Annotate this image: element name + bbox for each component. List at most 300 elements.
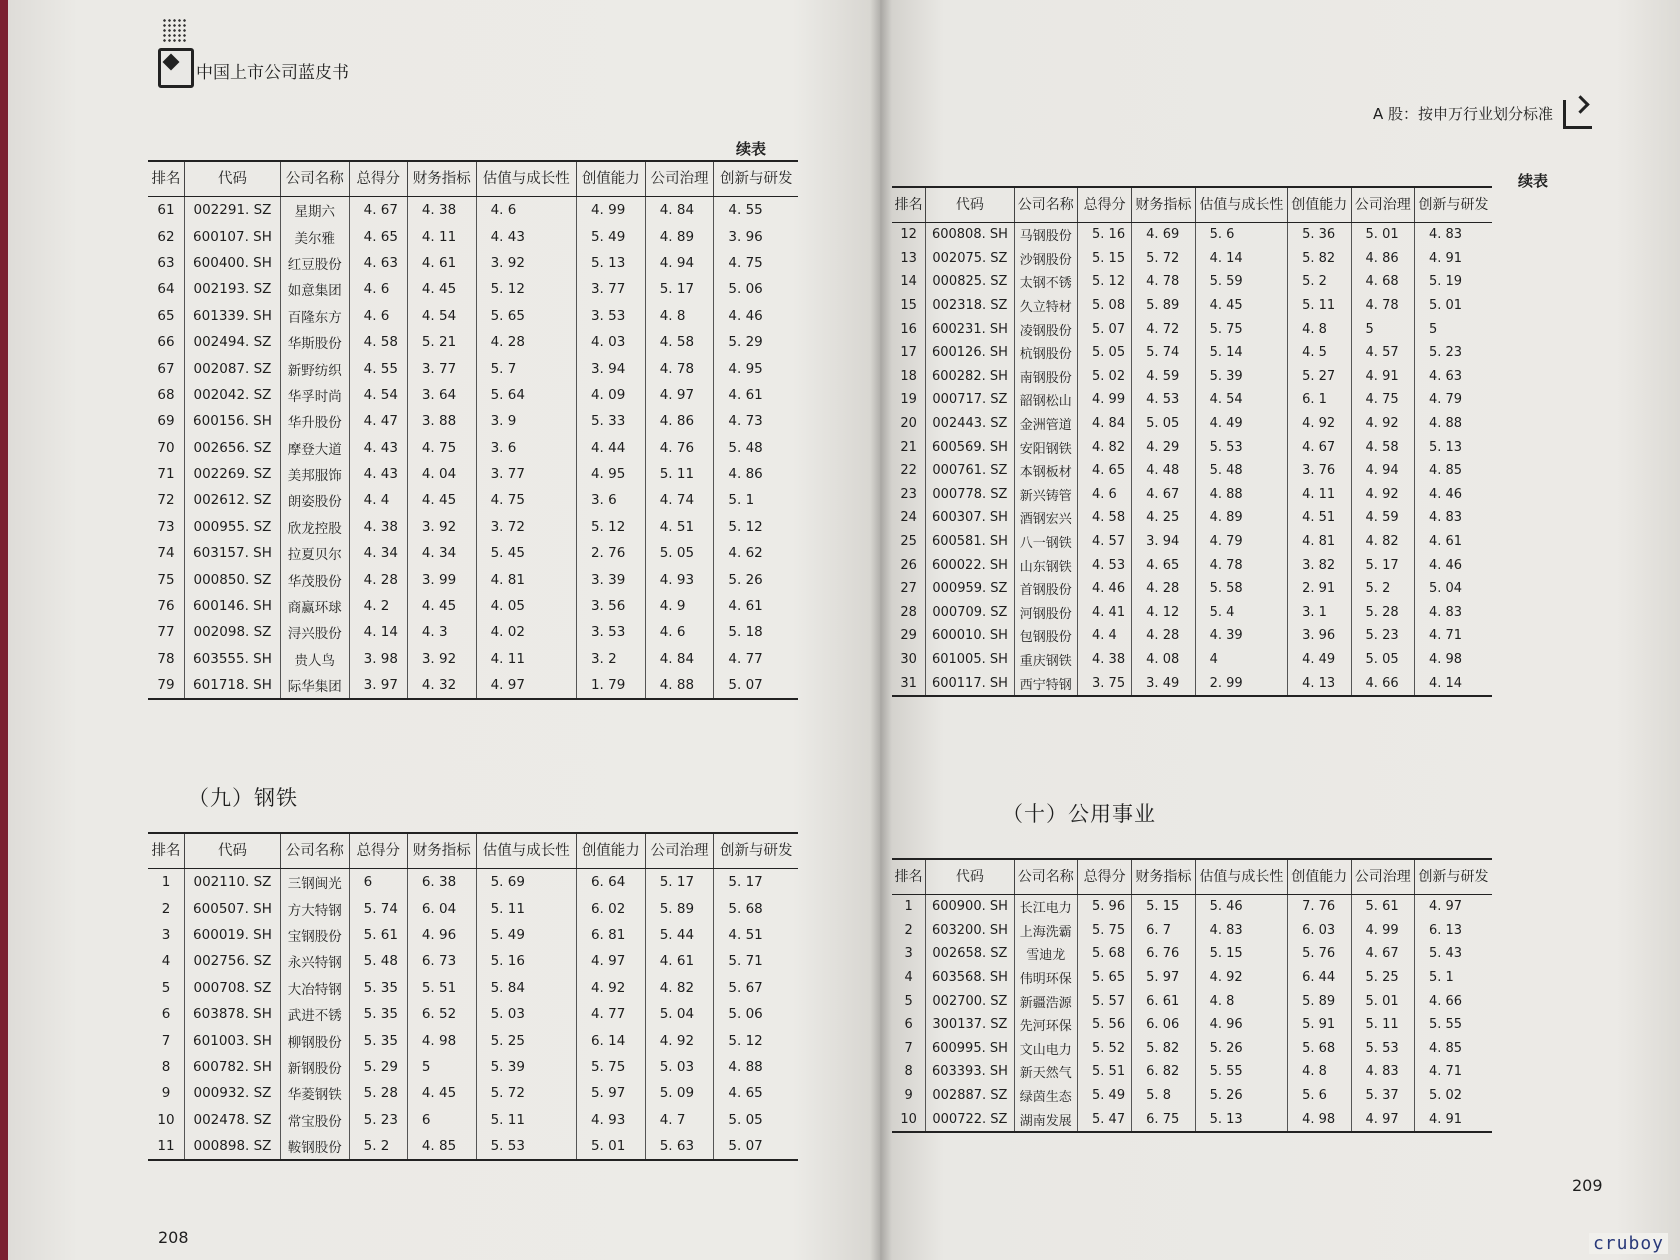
table-cell: 4. 57 — [1351, 341, 1414, 365]
table-cell: 002658. SZ — [926, 942, 1014, 966]
table-cell: 002291. SZ — [185, 197, 281, 224]
column-header: 总得分 — [349, 833, 407, 869]
table-cell: 4. 75 — [728, 254, 763, 271]
table-cell: 5. 35 — [349, 1027, 407, 1053]
table-cell: 62 — [148, 223, 185, 249]
table-cell: 5. 56 — [1078, 1013, 1132, 1037]
table-cell: 4. 25 — [1132, 506, 1195, 530]
table-cell: 002700. SZ — [926, 989, 1014, 1013]
table-cell: 4. 96 — [1195, 1013, 1288, 1037]
table-row — [892, 1013, 1492, 1037]
column-header: 创新与研发 — [1414, 187, 1492, 223]
table-cell: 002098. SZ — [185, 619, 281, 645]
table-cell: 4. 3 — [407, 619, 476, 645]
column-header: 公司名称 — [280, 833, 349, 869]
table-cell: 新疆浩源 — [1014, 989, 1077, 1013]
left-page — [8, 0, 880, 1260]
table-cell: 3. 99 — [407, 566, 476, 592]
table-cell: 4. 81 — [1288, 530, 1351, 554]
table-cell: 76 — [148, 593, 185, 619]
table-cell: 4. 45 — [1195, 294, 1288, 318]
section-title-utility: （十）公用事业 — [1002, 802, 1156, 826]
table-cell: 600808. SH — [926, 223, 1014, 247]
table-cell: 5. 52 — [1078, 1037, 1132, 1061]
table-cell: 74 — [148, 540, 185, 566]
table-cell: 5. 2 — [1351, 577, 1414, 601]
table-row — [892, 247, 1492, 271]
table-cell: 4. 45 — [407, 593, 476, 619]
table-cell: 5. 65 — [476, 303, 576, 329]
table-cell: 5. 07 — [714, 672, 798, 699]
table-cell: 4. 63 — [349, 250, 407, 276]
table-cell: 5. 51 — [1078, 1060, 1132, 1084]
table-cell: 4. 8 — [645, 303, 714, 329]
table-cell: 5. 15 — [1078, 247, 1132, 271]
table-cell: 4. 49 — [1195, 412, 1288, 436]
table-cell: 5. 55 — [1195, 1060, 1288, 1084]
table-cell: 5. 02 — [1428, 1088, 1463, 1104]
table-row — [148, 1027, 798, 1053]
table-cell: 5. 7 — [476, 355, 576, 381]
table-row — [892, 365, 1492, 389]
table-cell: 6. 38 — [407, 869, 476, 896]
table-cell: 4. 93 — [645, 566, 714, 592]
table-row — [892, 459, 1492, 483]
table-cell: 4. 79 — [1428, 392, 1463, 408]
table-cell: 4. 45 — [407, 487, 476, 513]
table-cell: 7 — [148, 1027, 185, 1053]
table-cell: 5. 13 — [1195, 1107, 1288, 1132]
table-cell: 4. 78 — [645, 355, 714, 381]
table-cell: 77 — [148, 619, 185, 645]
table-cell: 4. 28 — [1132, 577, 1195, 601]
table-cell: 4. 88 — [728, 1058, 763, 1075]
table-cell: 4. 11 — [407, 223, 476, 249]
table-cell: 75 — [148, 566, 185, 592]
table-cell: 4. 46 — [1428, 486, 1463, 502]
table-cell: 6. 7 — [1132, 919, 1195, 943]
book-gutter-shadow — [870, 0, 892, 1260]
table-cell: 603200. SH — [926, 919, 1014, 943]
column-header: 公司治理 — [1351, 859, 1414, 895]
section-title-steel: （九）钢铁 — [188, 786, 298, 810]
column-header: 公司名称 — [280, 161, 349, 197]
table-cell: 4. 54 — [349, 382, 407, 408]
column-header: 公司治理 — [1351, 187, 1414, 223]
table-cell: 4. 45 — [407, 276, 476, 302]
table-cell: 3. 96 — [728, 228, 763, 245]
table-cell: 27 — [892, 577, 926, 601]
table-cell: 4. 91 — [1414, 1107, 1492, 1132]
table-cell: 5. 23 — [349, 1107, 407, 1133]
page-number-right: 209 — [1572, 1176, 1603, 1195]
table-cell: 5. 17 — [645, 276, 714, 302]
table-cell: 5. 53 — [1351, 1037, 1414, 1061]
table-cell: 1 — [148, 869, 185, 896]
table-cell: 4. 97 — [576, 948, 645, 974]
column-header: 估值与成长性 — [476, 161, 576, 197]
table-cell: 本钢板材 — [1014, 459, 1077, 483]
table-cell: 002269. SZ — [185, 461, 281, 487]
series-title: 中国上市公司蓝皮书 — [196, 63, 349, 83]
table-cell: 5. 65 — [1078, 966, 1132, 990]
column-header: 公司名称 — [1014, 187, 1077, 223]
table-row — [892, 648, 1492, 672]
table-cell: 柳钢股份 — [280, 1027, 349, 1053]
table-cell: 5. 82 — [1132, 1037, 1195, 1061]
table-cell: 5. 05 — [728, 1111, 763, 1128]
table-cell: 23 — [892, 483, 926, 507]
table-row — [148, 1054, 798, 1080]
table-cell: 6. 76 — [1132, 942, 1195, 966]
table-cell: 5. 15 — [1195, 942, 1288, 966]
table-cell: 际华集团 — [280, 672, 349, 699]
table-cell: 600019. SH — [185, 922, 281, 948]
table-cell: 4. 67 — [1132, 483, 1195, 507]
table-cell: 5. 97 — [576, 1080, 645, 1106]
continued-label-right: 续表 — [1518, 172, 1549, 190]
table-cell: 5. 43 — [1428, 946, 1463, 962]
table-cell: 大冶特钢 — [280, 975, 349, 1001]
table-cell: 79 — [148, 672, 185, 699]
table-cell: 5. 48 — [349, 948, 407, 974]
table-cell: 3. 49 — [1132, 671, 1195, 696]
table-cell: 西宁特钢 — [1014, 671, 1077, 696]
table-cell: 6. 81 — [576, 922, 645, 948]
table-cell: 600231. SH — [926, 317, 1014, 341]
table-cell: 5. 89 — [645, 895, 714, 921]
table-cell: 600400. SH — [185, 250, 281, 276]
table-row — [892, 294, 1492, 318]
table-cell: 4. 54 — [1195, 388, 1288, 412]
table-cell: 5. 39 — [1195, 365, 1288, 389]
table-cell: 4. 69 — [1132, 223, 1195, 247]
table-cell: 4. 94 — [645, 250, 714, 276]
column-header: 创值能力 — [576, 161, 645, 197]
table-cell: 6. 04 — [407, 895, 476, 921]
table-cell: 4. 99 — [576, 197, 645, 224]
table-cell: 600581. SH — [926, 530, 1014, 554]
table-cell: 4. 61 — [407, 250, 476, 276]
table-cell: 4. 8 — [1288, 317, 1351, 341]
table-cell: 002612. SZ — [185, 487, 281, 513]
table-cell: 4. 86 — [645, 408, 714, 434]
table-cell: 8 — [148, 1054, 185, 1080]
table-row — [148, 487, 798, 513]
table-cell: 3. 56 — [576, 593, 645, 619]
table-cell: 4. 44 — [576, 435, 645, 461]
table-cell: 5. 89 — [1132, 294, 1195, 318]
table-cell: 5. 29 — [349, 1054, 407, 1080]
table-cell: 4. 08 — [1132, 648, 1195, 672]
table-cell: 6. 82 — [1132, 1060, 1195, 1084]
table-cell: 4. 65 — [349, 223, 407, 249]
table-cell: 4. 82 — [1351, 530, 1414, 554]
table-cell: 002318. SZ — [926, 294, 1014, 318]
table-row — [892, 223, 1492, 247]
table-cell: 5. 25 — [1351, 966, 1414, 990]
column-header: 估值与成长性 — [476, 833, 576, 869]
table-cell: 5. 63 — [645, 1133, 714, 1160]
table-cell: 6. 14 — [576, 1027, 645, 1053]
table-cell: 4. 83 — [1195, 919, 1288, 943]
table-cell: 5. 47 — [1078, 1107, 1132, 1132]
table-cell: 4. 63 — [1428, 368, 1463, 384]
table-cell: 三钢闽光 — [280, 869, 349, 896]
table-cell: 603878. SH — [185, 1001, 281, 1027]
table-cell: 4. 75 — [476, 487, 576, 513]
table-cell: 1 — [892, 895, 926, 919]
table-cell: 4. 99 — [1351, 919, 1414, 943]
column-header: 创新与研发 — [714, 833, 798, 869]
table-cell: 4. 48 — [1132, 459, 1195, 483]
table-cell: 5. 75 — [1078, 919, 1132, 943]
column-header: 总得分 — [1078, 187, 1132, 223]
column-header: 财务指标 — [407, 833, 476, 869]
table-row — [892, 270, 1492, 294]
table-cell: 2. 76 — [576, 540, 645, 566]
table-cell: 4. 75 — [407, 435, 476, 461]
table-cell: 4. 81 — [476, 566, 576, 592]
table-textile — [148, 160, 798, 700]
table-cell: 4. 38 — [407, 197, 476, 224]
table-row — [148, 197, 798, 224]
table-cell: 29 — [892, 624, 926, 648]
table-cell: 摩登大道 — [280, 435, 349, 461]
table-row — [148, 593, 798, 619]
table-cell: 3. 97 — [349, 672, 407, 699]
table-cell: 新野纺织 — [280, 355, 349, 381]
table-cell: 5. 74 — [349, 895, 407, 921]
right-page — [880, 0, 1680, 1260]
table-cell: 5. 1 — [1428, 970, 1454, 986]
table-cell: 5. 28 — [349, 1080, 407, 1106]
table-cell: 5. 72 — [1132, 247, 1195, 271]
table-row — [148, 408, 798, 434]
table-cell: 5. 03 — [476, 1001, 576, 1027]
table-cell: 4. 95 — [576, 461, 645, 487]
table-cell: 4. 73 — [728, 413, 763, 430]
table-cell: 6. 06 — [1132, 1013, 1195, 1037]
table-cell: 4. 92 — [576, 975, 645, 1001]
column-header: 代码 — [926, 859, 1014, 895]
table-cell: 4. 4 — [1078, 624, 1132, 648]
table-cell: 600146. SH — [185, 593, 281, 619]
table-row — [892, 1107, 1492, 1132]
table-cell: 5. 05 — [1132, 412, 1195, 436]
column-header: 排名 — [148, 161, 185, 197]
table-cell: 马钢股份 — [1014, 223, 1077, 247]
table-cell: 600126. SH — [926, 341, 1014, 365]
table-cell: 4. 58 — [1078, 506, 1132, 530]
table-cell: 002656. SZ — [185, 435, 281, 461]
table-cell: 5 — [407, 1054, 476, 1080]
table-cell: 1. 79 — [576, 672, 645, 699]
column-header: 代码 — [926, 187, 1014, 223]
table-cell: 商赢环球 — [280, 593, 349, 619]
table-cell: 4. 51 — [645, 514, 714, 540]
table-cell: 5. 19 — [1428, 274, 1463, 290]
table-cell: 5. 16 — [1078, 223, 1132, 247]
table-cell: 4. 67 — [1351, 942, 1414, 966]
table-cell: 八一钢铁 — [1014, 530, 1077, 554]
table-cell: 3. 92 — [407, 514, 476, 540]
table-cell: 000708. SZ — [185, 975, 281, 1001]
table-cell: 4. 05 — [476, 593, 576, 619]
table-cell: 5. 11 — [1288, 294, 1351, 318]
table-cell: 603555. SH — [185, 646, 281, 672]
table-cell: 002756. SZ — [185, 948, 281, 974]
table-cell: 6. 73 — [407, 948, 476, 974]
table-cell: 4. 8 — [1195, 989, 1288, 1013]
table-cell: 雪迪龙 — [1014, 942, 1077, 966]
table-cell: 5 — [892, 989, 926, 1013]
table-cell: 5. 69 — [476, 869, 576, 896]
table-cell: 5. 13 — [576, 250, 645, 276]
table-cell: 300137. SZ — [926, 1013, 1014, 1037]
table-cell: 4. 96 — [407, 922, 476, 948]
table-cell: 5. 51 — [407, 975, 476, 1001]
table-cell: 4. 6 — [476, 197, 576, 224]
column-header: 排名 — [892, 187, 926, 223]
table-cell: 2. 99 — [1195, 671, 1288, 696]
table-cell: 5. 14 — [1195, 341, 1288, 365]
table-cell: 603393. SH — [926, 1060, 1014, 1084]
table-cell: 002042. SZ — [185, 382, 281, 408]
table-row — [892, 919, 1492, 943]
table-row — [148, 250, 798, 276]
table-cell: 21 — [892, 435, 926, 459]
table-cell: 4. 93 — [576, 1107, 645, 1133]
table-cell: 4. 82 — [645, 975, 714, 1001]
table-cell: 4. 85 — [1428, 463, 1463, 479]
table-cell: 4. 28 — [476, 329, 576, 355]
table-cell: 4. 78 — [1351, 294, 1414, 318]
table-cell: 5. 48 — [728, 439, 763, 456]
table-cell: 5. 64 — [476, 382, 576, 408]
header-title: A 股：按申万行业划分标准 — [1372, 105, 1553, 123]
table-cell: 4. 58 — [1351, 435, 1414, 459]
table-cell: 5. 37 — [1351, 1084, 1414, 1108]
table-cell: 5. 49 — [476, 922, 576, 948]
table-cell: 6. 03 — [1288, 919, 1351, 943]
table-cell: 3 — [892, 942, 926, 966]
table-cell: 4 — [1195, 648, 1288, 672]
table-cell: 6. 02 — [576, 895, 645, 921]
table-row — [892, 601, 1492, 625]
dot-pattern-icon — [162, 18, 186, 42]
table-cell: 4. 46 — [1428, 557, 1463, 573]
table-cell: 5. 26 — [728, 571, 763, 588]
table-cell: 4. 84 — [645, 646, 714, 672]
table-cell: 4. 58 — [349, 329, 407, 355]
table-cell: 5. 11 — [476, 1107, 576, 1133]
column-header: 公司名称 — [1014, 859, 1077, 895]
table-cell: 4. 5 — [1288, 341, 1351, 365]
table-cell: 4. 59 — [1132, 365, 1195, 389]
table-row — [148, 948, 798, 974]
table-cell: 5. 96 — [1078, 895, 1132, 919]
table-cell: 22 — [892, 459, 926, 483]
table-cell: 5. 48 — [1195, 459, 1288, 483]
table-cell: 3. 1 — [1288, 601, 1351, 625]
table-cell: 4. 61 — [645, 948, 714, 974]
table-cell: 4. 38 — [1078, 648, 1132, 672]
table-cell: 先河环保 — [1014, 1013, 1077, 1037]
table-cell: 华茂股份 — [280, 566, 349, 592]
table-cell: 美邦服饰 — [280, 461, 349, 487]
right-page-header — [1373, 100, 1592, 129]
table-row — [148, 1080, 798, 1106]
table-cell: 4. 98 — [407, 1027, 476, 1053]
table-row — [148, 355, 798, 381]
table-cell: 4. 97 — [645, 382, 714, 408]
table-cell: 4. 84 — [1078, 412, 1132, 436]
column-header: 公司治理 — [645, 833, 714, 869]
table-cell: 61 — [148, 197, 185, 224]
table-cell: 贵人鸟 — [280, 646, 349, 672]
table-cell: 4. 11 — [1288, 483, 1351, 507]
table-cell: 4. 53 — [1078, 553, 1132, 577]
table-cell: 太钢不锈 — [1014, 270, 1077, 294]
column-header: 代码 — [185, 161, 281, 197]
column-header: 财务指标 — [1132, 859, 1195, 895]
table-cell: 4. 86 — [728, 466, 763, 483]
table-cell: 4. 46 — [1078, 577, 1132, 601]
table-cell: 安阳钢铁 — [1014, 435, 1077, 459]
table-cell: 4. 86 — [1351, 247, 1414, 271]
table-cell: 000717. SZ — [926, 388, 1014, 412]
table-cell: 6. 13 — [1428, 922, 1463, 938]
table-cell: 4. 74 — [645, 487, 714, 513]
corner-arrow-icon — [1563, 100, 1592, 129]
table-cell: 600995. SH — [926, 1037, 1014, 1061]
table-cell: 久立特材 — [1014, 294, 1077, 318]
table-cell: 3. 77 — [476, 461, 576, 487]
table-row — [148, 382, 798, 408]
table-cell: 71 — [148, 461, 185, 487]
table-row — [148, 566, 798, 592]
table-cell: 4. 67 — [349, 197, 407, 224]
table-cell: 600900. SH — [926, 895, 1014, 919]
table-cell: 红豆股份 — [280, 250, 349, 276]
table-cell: 5. 61 — [1351, 895, 1414, 919]
table-row — [892, 624, 1492, 648]
table-cell: 64 — [148, 276, 185, 302]
table-cell: 绿茵生态 — [1014, 1084, 1077, 1108]
table-cell: 4. 61 — [1428, 534, 1463, 550]
table-cell: 26 — [892, 553, 926, 577]
table-cell: 5. 53 — [476, 1133, 576, 1160]
table-cell: 4. 9 — [645, 593, 714, 619]
table-cell: 4. 53 — [1132, 388, 1195, 412]
table-cell: 4. 41 — [1078, 601, 1132, 625]
table-cell: 4. 14 — [1414, 671, 1492, 696]
table-cell: 5. 01 — [576, 1133, 645, 1160]
table-cell: 4. 76 — [645, 435, 714, 461]
table-cell: 19 — [892, 388, 926, 412]
table-cell: 5. 75 — [1195, 317, 1288, 341]
table-cell: 5. 27 — [1288, 365, 1351, 389]
table-cell: 4. 92 — [645, 1027, 714, 1053]
table-cell: 600022. SH — [926, 553, 1014, 577]
table-steel-part-1 — [148, 832, 798, 1161]
table-cell: 4. 78 — [1195, 553, 1288, 577]
table-cell: 5. 11 — [476, 895, 576, 921]
table-cell: 5 — [1428, 321, 1438, 337]
table-cell: 4. 45 — [407, 1080, 476, 1106]
table-cell: 4. 89 — [1195, 506, 1288, 530]
